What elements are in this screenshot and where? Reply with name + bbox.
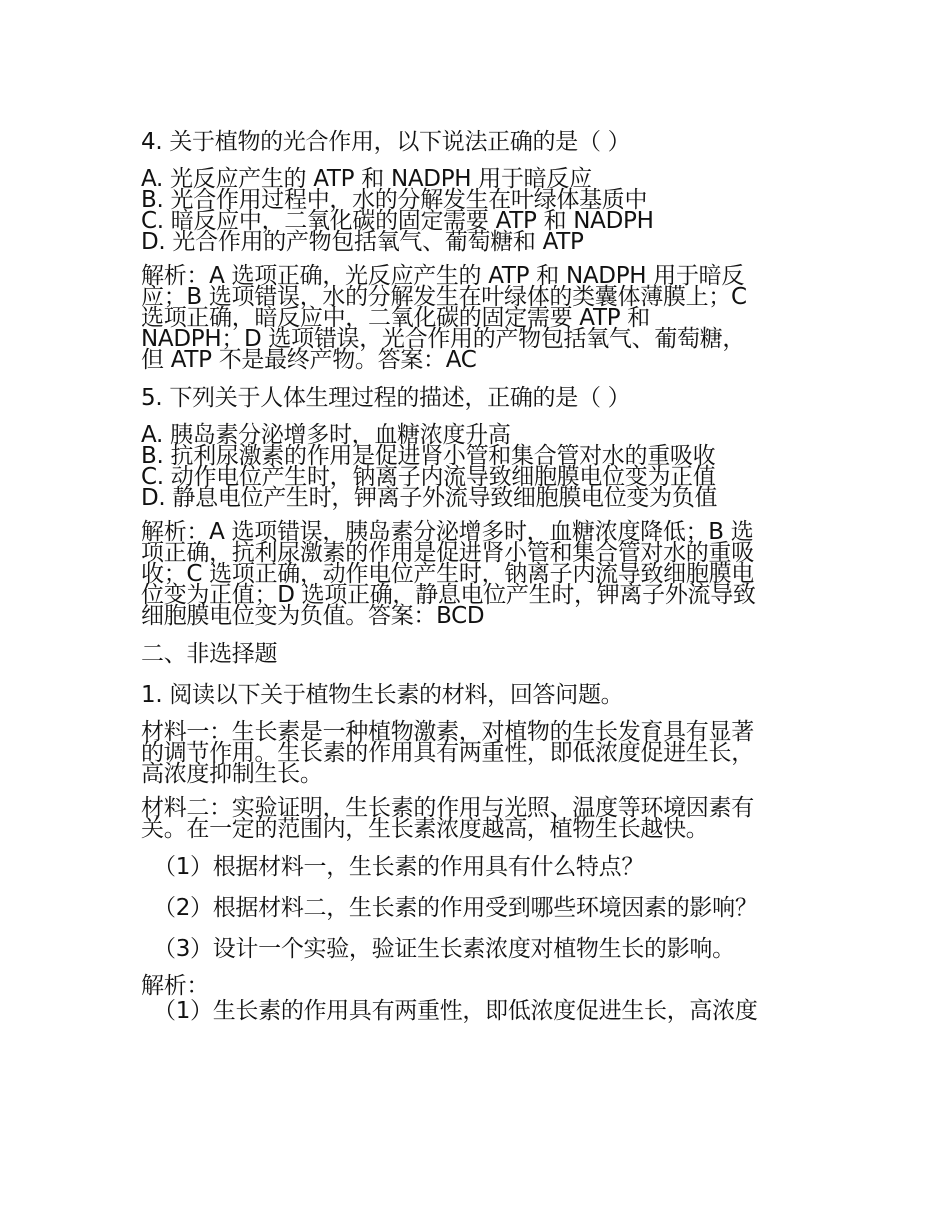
q4-option-d: D. 光合作用的产物包括氧气、葡萄糖和 ATP: [141, 229, 584, 255]
q4-option-b: B. 光合作用过程中，水的分解发生在叶绿体基质中: [141, 187, 648, 213]
q4-analysis-line: 解析：A 选项正确，光反应产生的 ATP 和 NADPH 用于暗反: [141, 263, 745, 289]
section-heading: 二、非选择题: [141, 641, 278, 667]
sub-question-3: （3）设计一个实验，验证生长素浓度对植物生长的影响。: [153, 936, 735, 962]
q4-analysis: [141, 263, 813, 373]
q4-options: [141, 166, 813, 255]
q5-analysis-line: 细胞膜电位变为负值。答案：BCD: [141, 603, 485, 629]
q5-analysis-line: 项正确，抗利尿激素的作用是促进肾小管和集合管对水的重吸: [141, 540, 754, 566]
q4-stem: 4. 关于植物的光合作用，以下说法正确的是（ ）: [141, 129, 631, 155]
q4-option-a: A. 光反应产生的 ATP 和 NADPH 用于暗反应: [141, 166, 592, 192]
material-1-line: 的调节作用。生长素的作用具有两重性，即低浓度促进生长，: [141, 740, 754, 766]
q5-analysis: [141, 519, 813, 629]
q5-stem: 5. 下列关于人体生理过程的描述，正确的是（ ）: [141, 385, 631, 411]
q5-option-c: C. 动作电位产生时，钠离子内流导致细胞膜电位变为正值: [141, 464, 716, 490]
q5-option-a: A. 胰岛素分泌增多时，血糖浓度升高: [141, 422, 511, 448]
sub-question-1: （1）根据材料一，生长素的作用具有什么特点？: [153, 854, 645, 880]
q4-analysis-line: NADPH；D 选项错误，光合作用的产物包括氧气、葡萄糖，: [141, 326, 746, 352]
document-page: [141, 128, 813, 1025]
material-1: [141, 719, 813, 787]
material-2-line: 关。在一定的范围内，生长素浓度越高，植物生长越快。: [141, 816, 709, 842]
q5-analysis-line: 解析：A 选项错误，胰岛素分泌增多时，血糖浓度降低；B 选: [141, 519, 754, 545]
q4-option-c: C. 暗反应中，二氧化碳的固定需要 ATP 和 NADPH: [141, 208, 654, 234]
q5-analysis-line: 位变为正值；D 选项正确，静息电位产生时，钾离子外流导致: [141, 582, 756, 608]
material-2: [141, 795, 813, 842]
q1-analysis: [141, 973, 813, 1025]
question-1-stem: 1. 阅读以下关于植物生长素的材料，回答问题。: [141, 682, 624, 708]
analysis-line-1: （1）生长素的作用具有两重性，即低浓度促进生长，高浓度: [153, 998, 758, 1024]
material-1-line: 高浓度抑制生长。: [141, 761, 323, 787]
q4-analysis-line: 选项正确，暗反应中，二氧化碳的固定需要 ATP 和: [141, 305, 650, 331]
material-1-line: 材料一：生长素是一种植物激素，对植物的生长发育具有显著: [141, 719, 754, 745]
q5-options: [141, 422, 813, 511]
q5-option-d: D. 静息电位产生时，钾离子外流导致细胞膜电位变为负值: [141, 485, 718, 511]
analysis-label: 解析：: [141, 973, 210, 999]
q5-analysis-line: 收；C 选项正确，动作电位产生时，钠离子内流导致细胞膜电: [141, 561, 754, 587]
material-2-line: 材料二：实验证明，生长素的作用与光照、温度等环境因素有: [141, 795, 754, 821]
q4-analysis-line: 应；B 选项错误，水的分解发生在叶绿体的类囊体薄膜上；C: [141, 284, 747, 310]
sub-question-2: （2）根据材料二，生长素的作用受到哪些环境因素的影响？: [153, 895, 758, 921]
q4-analysis-line: 但 ATP 不是最终产物。答案：AC: [141, 347, 477, 373]
q5-option-b: B. 抗利尿激素的作用是促进肾小管和集合管对水的重吸收: [141, 443, 716, 469]
